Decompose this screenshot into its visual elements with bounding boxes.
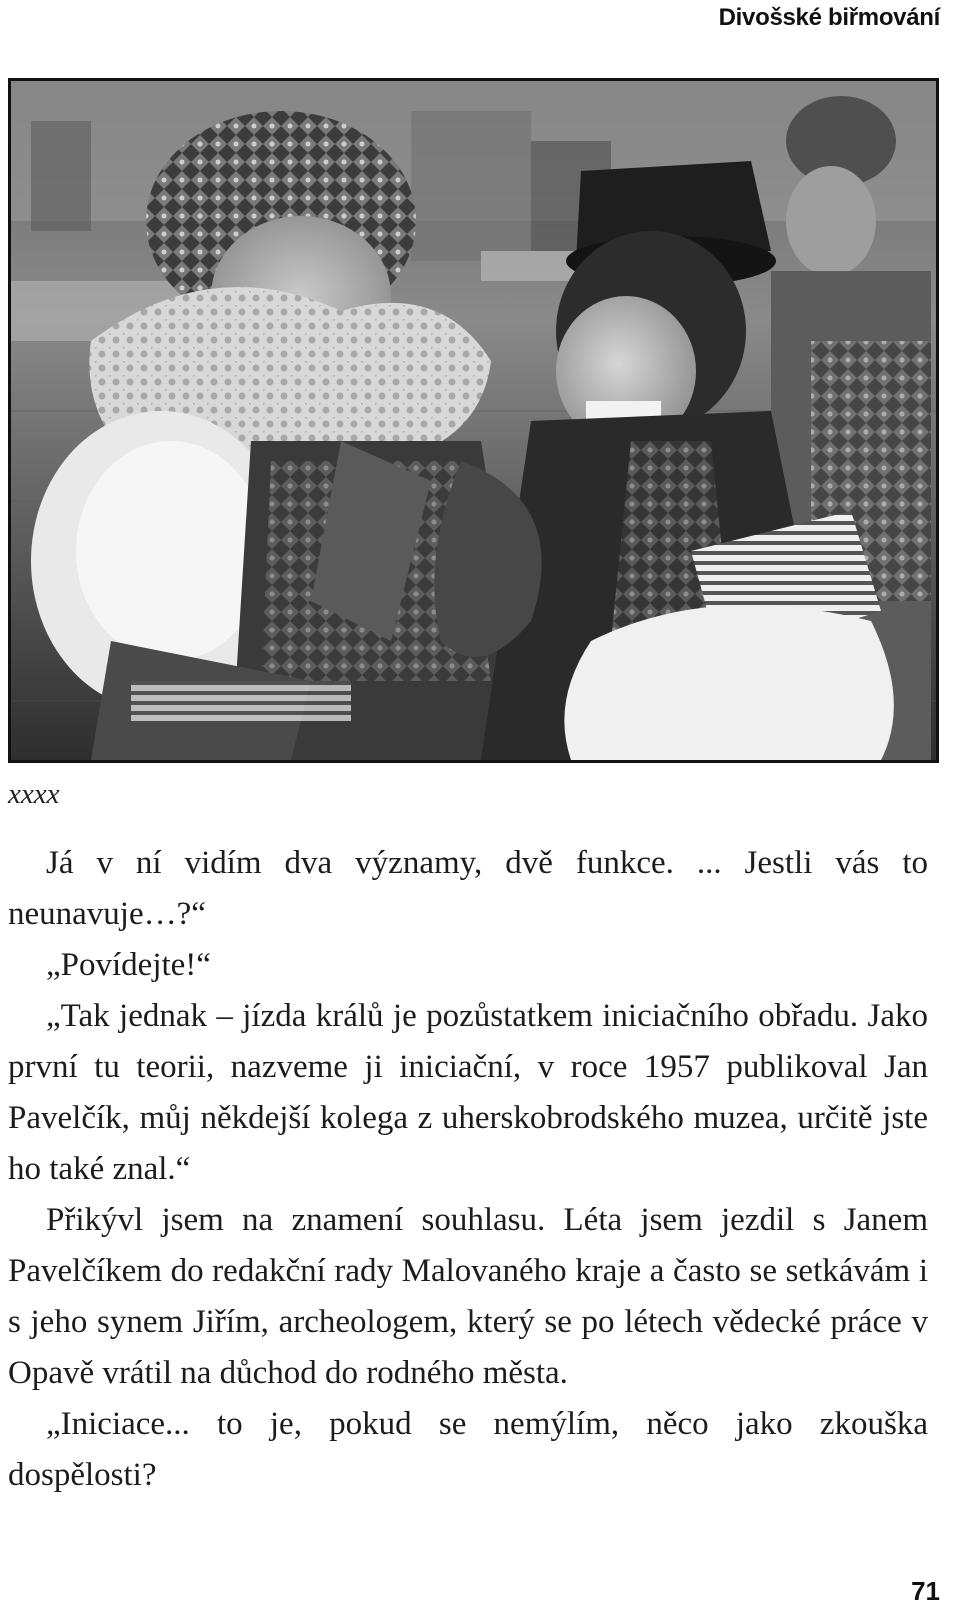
photo-illustration [11, 81, 936, 760]
page-number: 71 [911, 1576, 940, 1606]
body-text [8, 838, 928, 1501]
paragraph: Já v ní vidím dva významy, dvě funkce. ... Jestli vás to neunavuje…?“ [8, 845, 928, 932]
photograph [8, 78, 939, 763]
paragraph: „Iniciace... to je, pokud se nemýlím, něco jako zkouška dospělosti? [8, 1406, 928, 1493]
running-head: Divošské biřmování [718, 4, 940, 31]
paragraph: Přikývl jsem na znamení souhlasu. Léta jsem jezdil s Janem Pavelčíkem do redakční rady Malovaného kraje a často se setkávám i s jeho synem Jiřím, archeologem, který se po létech vědecké práce v Opavě vrátil na důchod do rodného města. [8, 1202, 928, 1391]
paragraph: „Povídejte!“ [46, 947, 211, 983]
paragraph: „Tak jednak – jízda králů je pozůstatkem iniciačního obřadu. Jako první tu teorii, nazveme ji iniciační, v roce 1957 publikoval Jan Pavelčík, můj někdejší kolega z uherskobrodského muzea, určitě jste ho také znal.“ [8, 998, 928, 1187]
photo-caption: xxxx [8, 778, 60, 810]
